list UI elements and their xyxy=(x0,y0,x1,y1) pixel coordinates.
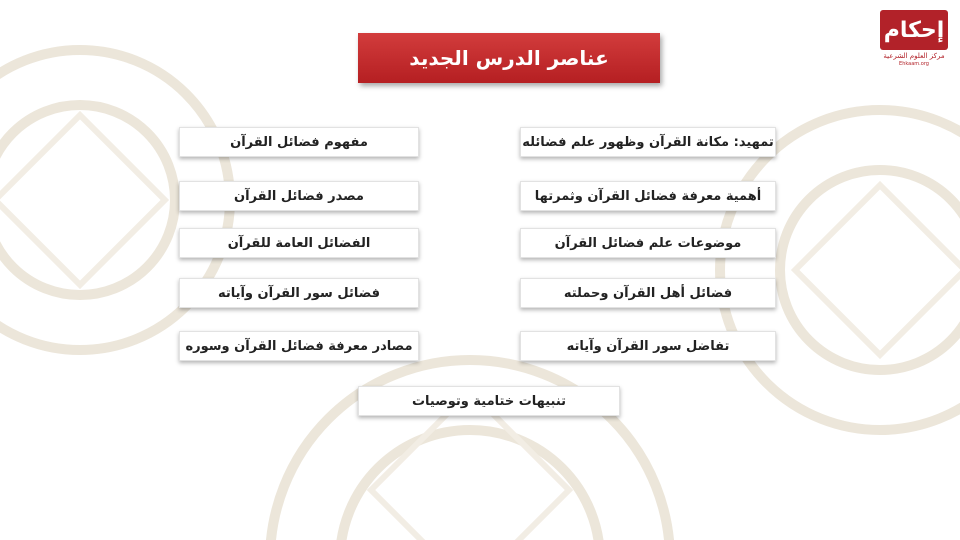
lesson-item-intro: تمهيد: مكانة القرآن وظهور علم فضائله xyxy=(520,127,776,157)
logo-subtitle: مركز العلوم الشرعية xyxy=(883,52,945,60)
brand-logo xyxy=(876,6,952,68)
lesson-item-closing: تنبيهات ختامية وتوصيات xyxy=(358,386,620,416)
lesson-item-ranking-surahs: تفاضل سور القرآن وآياته xyxy=(520,331,776,361)
lesson-item-people-of-quran: فضائل أهل القرآن وحملته xyxy=(520,278,776,308)
lesson-item-source: مصدر فضائل القرآن xyxy=(179,181,419,211)
lesson-item-surah-virtues: فضائل سور القرآن وآياته xyxy=(179,278,419,308)
lesson-item-concept: مفهوم فضائل القرآن xyxy=(179,127,419,157)
logo-mark: إحكام xyxy=(880,10,948,50)
logo-tagline: Ehkaam.org xyxy=(899,61,929,67)
lesson-item-topics: موضوعات علم فضائل القرآن xyxy=(520,228,776,258)
lesson-item-importance: أهمية معرفة فضائل القرآن وثمرتها xyxy=(520,181,776,211)
lesson-item-references: مصادر معرفة فضائل القرآن وسوره xyxy=(179,331,419,361)
slide-title: عناصر الدرس الجديد xyxy=(358,33,660,83)
lesson-item-general-virtues: الفضائل العامة للقرآن xyxy=(179,228,419,258)
